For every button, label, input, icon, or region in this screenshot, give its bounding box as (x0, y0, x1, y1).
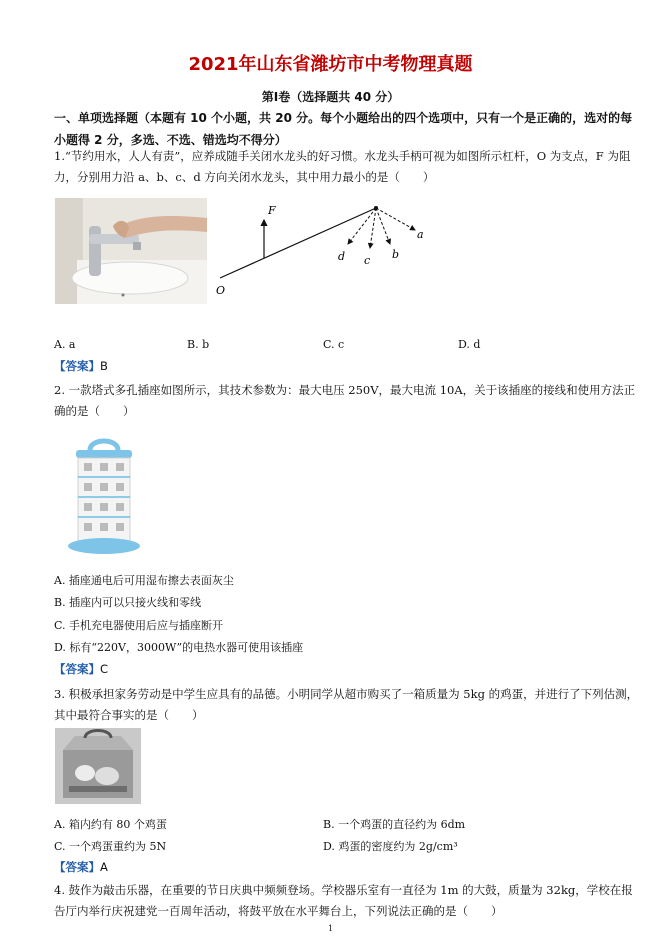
page-number: 1 (327, 924, 334, 933)
answer-tag: 【答案】 (54, 662, 100, 676)
question-3-stem: 3. 积极承担家务劳动是中学生应具有的品德。小明同学从超市购买了一箱质量为 5kg 的鸡蛋，并进行了下列估测，其中最符合事实的是（ ） (54, 687, 639, 722)
q3-option-b: B. 一个鸡蛋的直径约为 6dm (323, 818, 466, 831)
q1-option-d: D. d (458, 338, 481, 351)
label-a: a (417, 228, 424, 241)
answer-value: A (100, 860, 108, 874)
q2-option-c: C. 手机充电器使用后应与插座断开 (54, 619, 224, 632)
section-instructions: 一、单项选择题（本题有 10 个小题，共 20 分。每个小题给出的四个选项中，只有一个是正确的，选对的每小题得 2 分，多选、不选、错选均不得分） (54, 111, 633, 147)
power-strip-tower-image (66, 436, 142, 556)
label-d: d (338, 250, 346, 263)
question-4-stem: 4. 鼓作为敲击乐器，在重要的节日庆典中频频登场。学校器乐室有一直径为 1m 的大鼓，质量为 32kg，学校在报告厅内举行庆祝建党一百周年活动，将鼓平放在水平舞台上，下列说法正确的是（ ） (54, 883, 633, 918)
answer-value: C (100, 662, 109, 676)
answer-value: B (100, 359, 108, 373)
question-1-stem: 1.“节约用水，人人有责”，应养成随手关闭水龙头的好习惯。水龙头手柄可视为如图所示杠杆，O 为支点，F 为阻力，分别用力沿 a、b、c、d 方向关闭水龙头，其中用力最小的是（ ） (54, 149, 631, 184)
question-2-stem: 2. 一款塔式多孔插座如图所示，其技术参数为：最大电压 250V，最大电流 10A，关于该插座的接线和使用方法正确的是（ ） (54, 383, 636, 418)
lever-diagram (210, 198, 440, 302)
q3-option-d: D. 鸡蛋的密度约为 2g/cm³ (323, 840, 458, 853)
section-heading: 第Ⅰ卷（选择题共 40 分） (261, 90, 400, 104)
direction-b-arrow (376, 208, 390, 244)
q3-answer (54, 859, 108, 875)
q1-answer (54, 358, 108, 374)
egg-box-photo (55, 728, 141, 804)
q2-option-d: D. 标有“220V，3000W”的电热水器可使用该插座 (54, 641, 304, 654)
lever-arm (220, 208, 376, 278)
faucet-photo (55, 198, 207, 304)
q2-option-b: B. 插座内可以只接火线和零线 (54, 596, 202, 609)
q1-option-a: A. a (54, 338, 76, 351)
page-title: 2021年山东省潍坊市中考物理真题 (188, 54, 473, 75)
label-f: F (268, 204, 276, 217)
answer-tag: 【答案】 (54, 860, 100, 874)
q1-option-b: B. b (187, 338, 210, 351)
direction-a-arrow (376, 208, 415, 230)
label-b: b (392, 248, 400, 261)
q3-option-c: C. 一个鸡蛋重约为 5N (54, 840, 167, 853)
q2-answer (54, 661, 108, 677)
label-c: c (364, 254, 371, 267)
label-o: O (216, 284, 226, 297)
q2-option-a: A. 插座通电后可用湿布擦去表面灰尘 (54, 574, 234, 587)
q3-option-a: A. 箱内约有 80 个鸡蛋 (54, 818, 167, 831)
q1-option-c: C. c (323, 338, 345, 351)
answer-tag: 【答案】 (54, 359, 100, 373)
